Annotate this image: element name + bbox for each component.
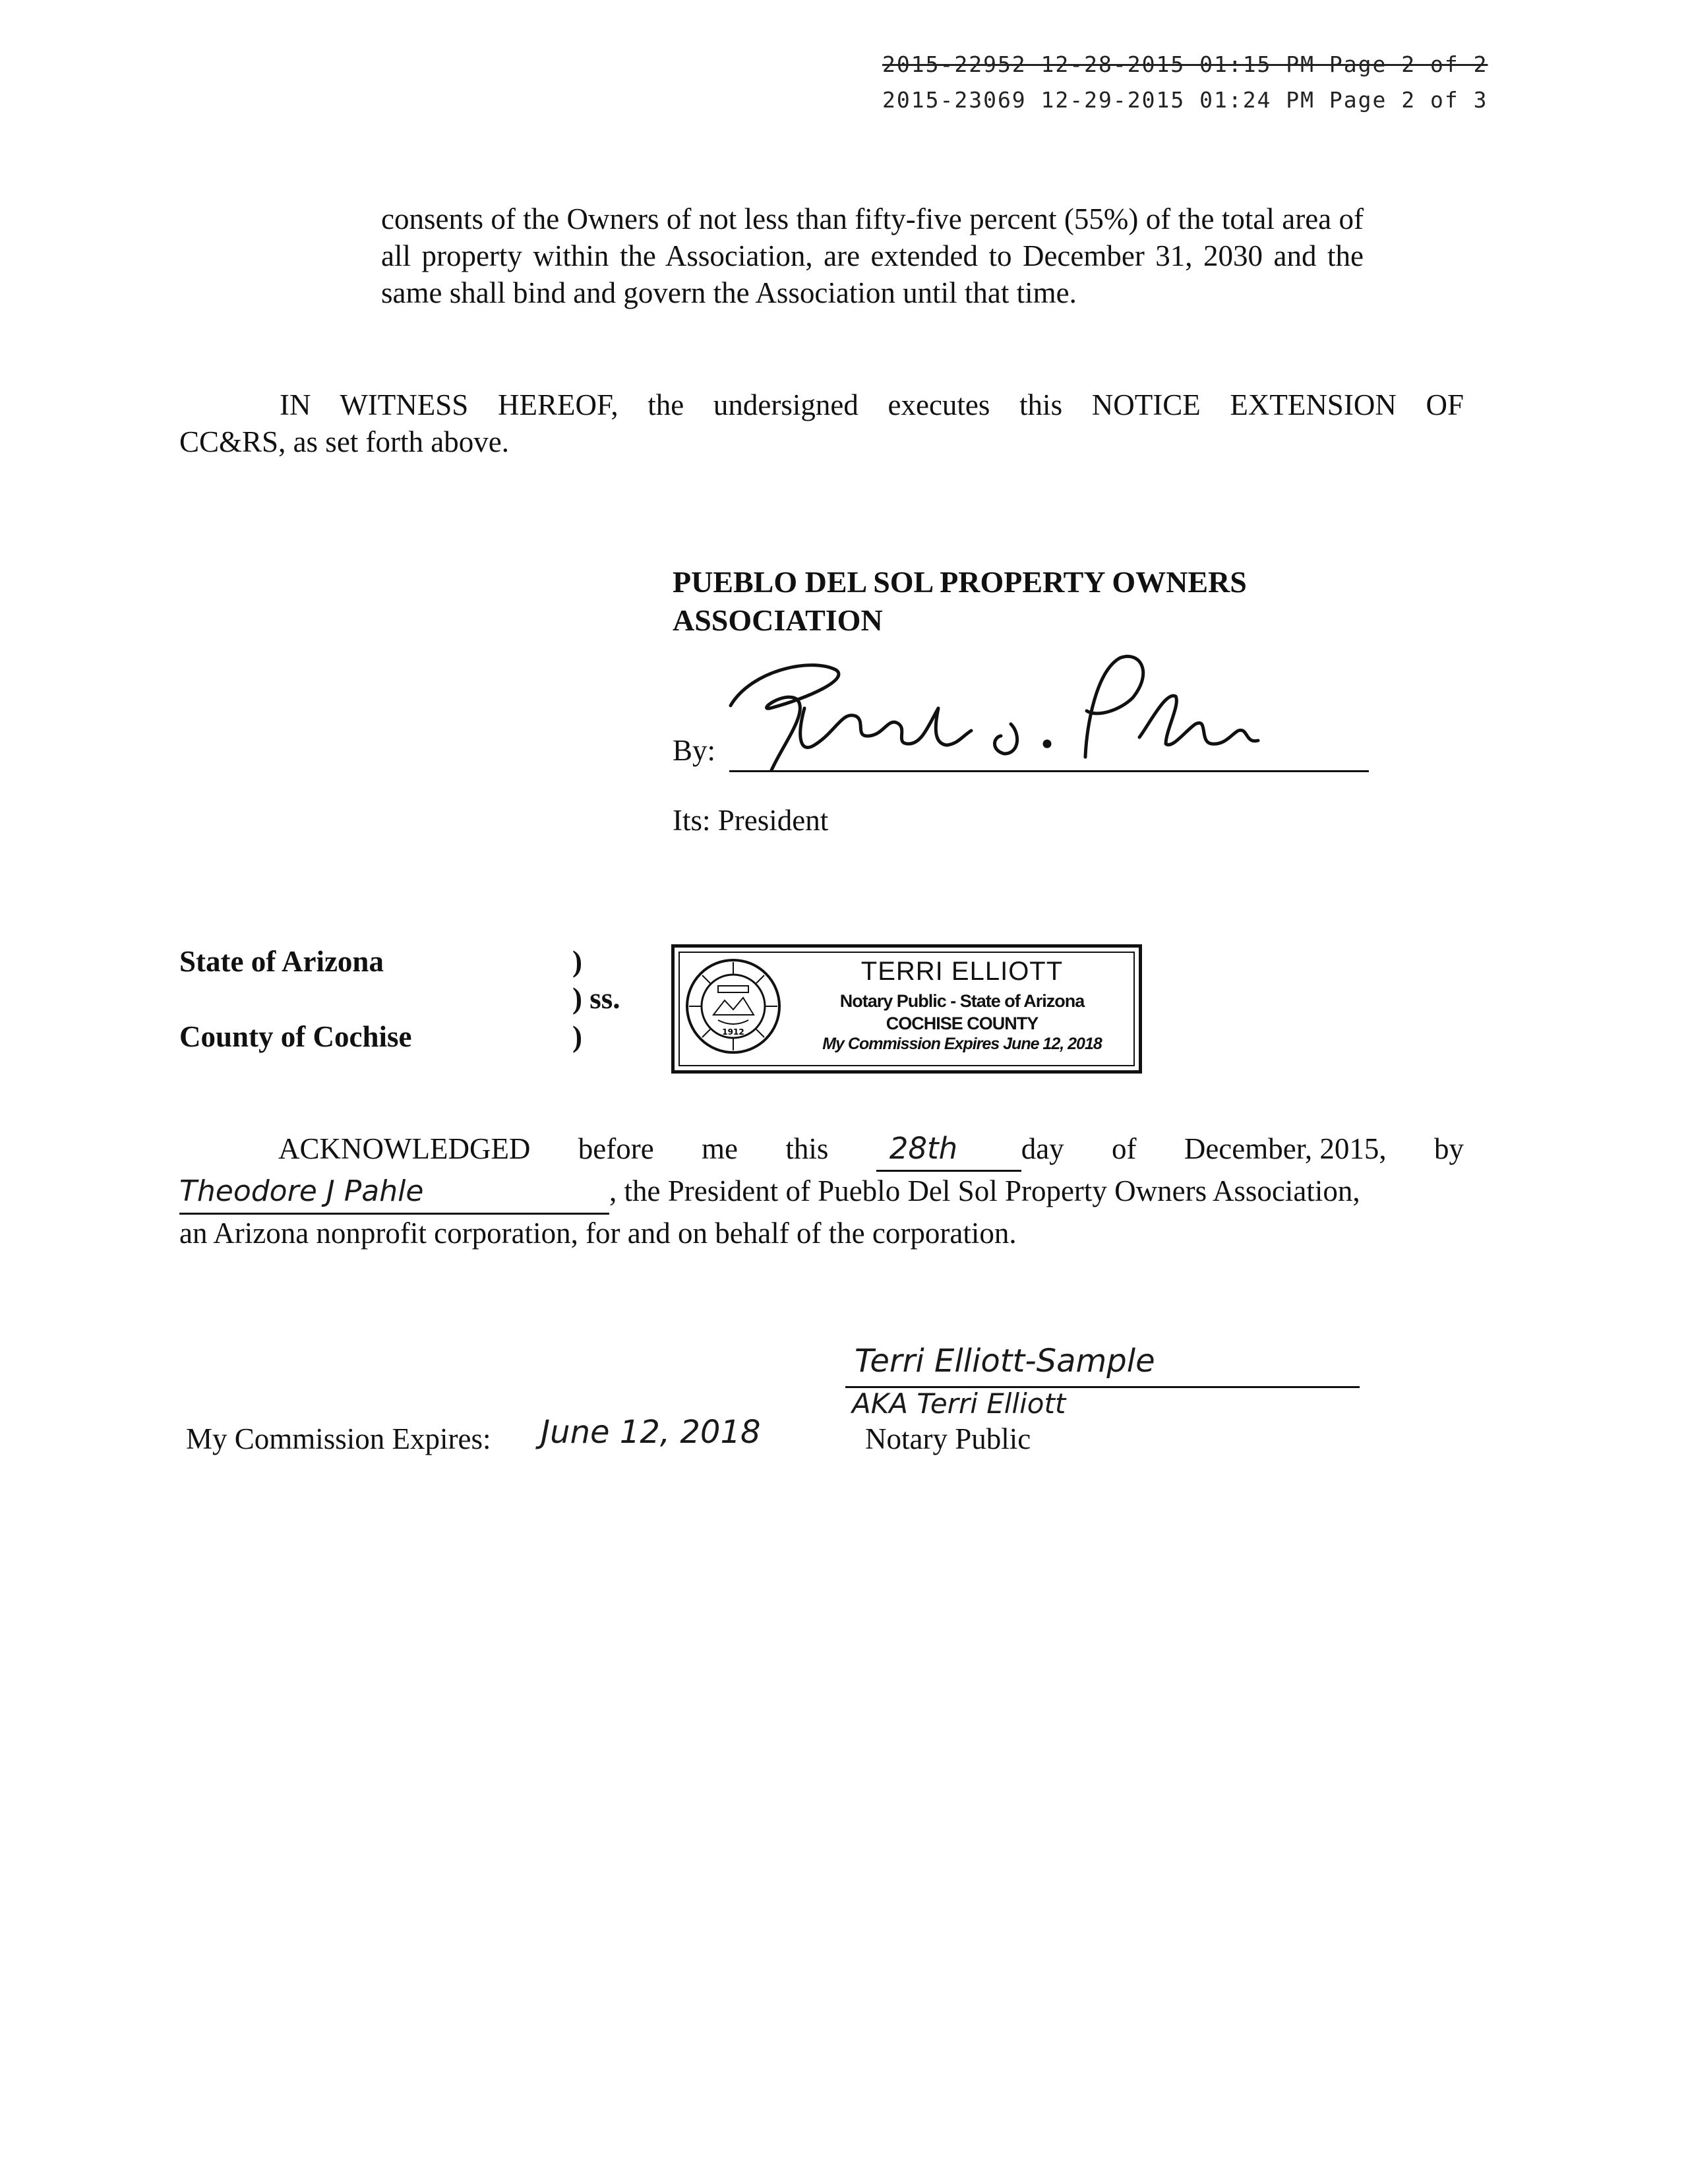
- ack-line-2-text: , the President of Pueblo Del Sol Property Owners Association,: [609, 1174, 1360, 1207]
- venue-county: County of Cochise: [179, 1020, 412, 1053]
- commission-expires-date-handwritten: June 12, 2018: [541, 1414, 761, 1451]
- commission-expires-label: My Commission Expires:: [186, 1422, 491, 1455]
- ack-by: by: [1433, 1132, 1464, 1165]
- witness-line-2: CC&RS, as set forth above.: [179, 425, 509, 458]
- association-name-line-2: ASSOCIATION: [673, 603, 883, 637]
- notary-stamp-jurisdiction: Notary Public - State of Arizona: [839, 991, 1085, 1011]
- notary-stamp: [671, 944, 1142, 1074]
- arizona-state-seal-icon: [684, 957, 783, 1056]
- ack-month-year: December, 2015,: [1184, 1132, 1387, 1165]
- ack-lead: ACKNOWLEDGED: [278, 1132, 531, 1165]
- venue-state: State of Arizona: [179, 945, 384, 978]
- ack-day-group: [876, 1128, 1064, 1170]
- notary-signature-line-2: AKA Terri Elliott: [852, 1387, 1066, 1420]
- ack-this: this: [785, 1132, 829, 1165]
- notary-stamp-expiration: My Commission Expires June 12, 2018: [822, 1035, 1102, 1053]
- acknowledgment-paragraph: [179, 1128, 1464, 1254]
- ack-day-handwritten: 28th: [876, 1128, 1021, 1172]
- by-label: By:: [673, 734, 716, 767]
- witness-paragraph: [179, 386, 1464, 460]
- notary-stamp-county: COCHISE COUNTY: [886, 1014, 1039, 1033]
- ack-before: before: [578, 1132, 654, 1165]
- witness-line-1: IN WITNESS HEREOF, the undersigned executes this NOTICE EXTENSION OF: [280, 388, 1464, 421]
- ack-of: of: [1112, 1132, 1137, 1165]
- extension-paragraph: consents of the Owners of not less than fifty-five percent (55%) of the total area of all property within the Association, are extended to December 31, 2030 and the same shall bind and govern the Association until that time.: [381, 202, 1364, 309]
- venue-paren-1: ): [572, 945, 582, 978]
- ack-me: me: [702, 1132, 738, 1165]
- association-name-line-1: PUEBLO DEL SOL PROPERTY OWNERS: [673, 565, 1247, 599]
- ack-line-2: [179, 1170, 1464, 1212]
- notary-stamp-name: TERRI ELLIOTT: [860, 957, 1064, 986]
- notary-public-label: Notary Public: [865, 1422, 1031, 1455]
- notary-signature-line-1: Terri Elliott-Sample: [855, 1343, 1155, 1380]
- ack-line-1: [179, 1128, 1464, 1170]
- venue-paren-3: ): [572, 1020, 582, 1053]
- venue-paren-ss: ) ss.: [572, 982, 620, 1015]
- ack-day-word: day: [1021, 1132, 1064, 1165]
- president-signature: [711, 645, 1304, 777]
- seal-year: 1912: [722, 1027, 744, 1037]
- association-name: [673, 563, 1398, 640]
- recording-stamp-superseded: 2015-22952 12-28-2015 01:15 PM Page 2 of 2: [882, 51, 1488, 77]
- recording-stamp: 2015-23069 12-29-2015 01:24 PM Page 2 of 3: [882, 87, 1488, 113]
- ack-name-handwritten: Theodore J Pahle: [179, 1170, 609, 1215]
- signer-title: Its: President: [673, 804, 829, 837]
- ack-line-3: an Arizona nonprofit corporation, for and on behalf of the corporation.: [179, 1217, 1017, 1250]
